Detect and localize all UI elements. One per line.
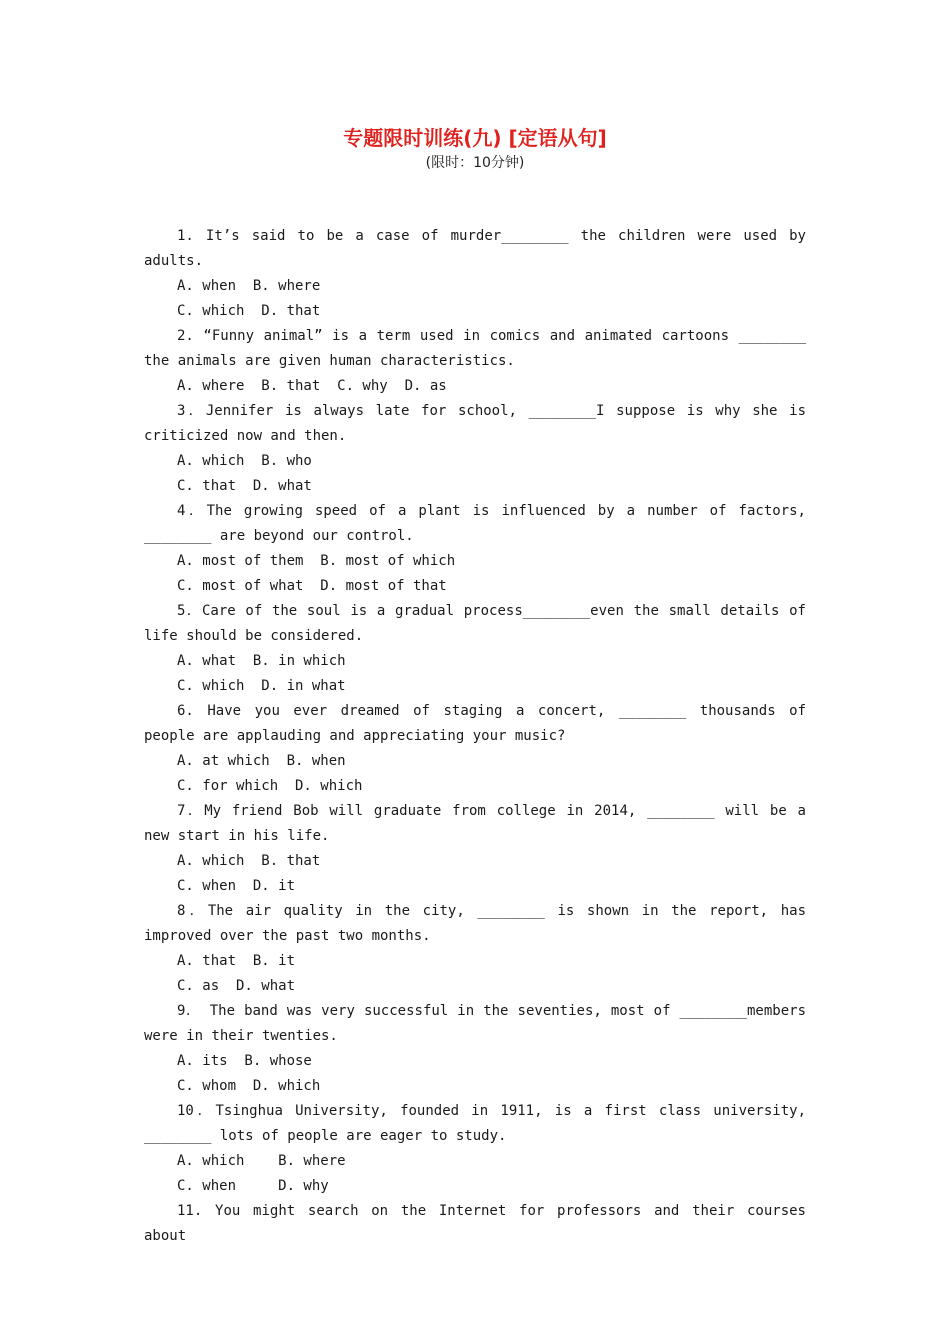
question-stem: 10．Tsinghua University, founded in 1911, is a first class university, ________ lots of people are eager to study. (144, 1103, 806, 1144)
question-stem: 3．Jennifer is always late for school, ________I suppose is why she is criticized now and then. (144, 403, 806, 444)
question-options: A. where B. that C. why D. as (177, 378, 447, 394)
question-options: C. whom D. which (177, 1078, 321, 1094)
question-options: C. for which D. which (177, 778, 363, 794)
question-options: A. what B. in which (177, 653, 346, 669)
question-stem: 8．The air quality in the city, ________ is shown in the report, has improved over the past two months. (144, 903, 806, 944)
question-options: A. at which B. when (177, 753, 346, 769)
question-stem: 1. It’s said to be a case of murder________ the children were used by adults. (144, 228, 806, 269)
question-stem: 7．My friend Bob will graduate from college in 2014, ________ will be a new start in his life. (144, 803, 806, 844)
question-options: C. when D. why (177, 1178, 329, 1194)
question-options: A. its B. whose (177, 1053, 312, 1069)
question-stem: 6. Have you ever dreamed of staging a concert, ________ thousands of people are applauding and appreciating your music? (144, 703, 806, 744)
question-options: C. when D. it (177, 878, 296, 894)
question-stem: 9． The band was very successful in the seventies, most of ________members were in their twenties. (144, 1003, 806, 1044)
page-title: 专题限时训练(九) [定语从句] (343, 126, 607, 150)
question-options: A. which B. who (177, 453, 312, 469)
question-stem: 5．Care of the soul is a gradual process________even the small details of life should be considered. (144, 603, 806, 644)
question-stem: 11. You might search on the Internet for professors and their courses about (144, 1203, 806, 1244)
question-options: A. which B. where (177, 1153, 346, 1169)
question-options: C. which D. that (177, 303, 321, 319)
question-options: A. when B. where (177, 278, 321, 294)
question-stem: 2. “Funny animal” is a term used in comics and animated cartoons ________ the animals are given human characteristics. (144, 328, 806, 369)
question-options: A. which B. that (177, 853, 321, 869)
question-options: C. which D. in what (177, 678, 346, 694)
question-list (144, 224, 806, 1249)
question-stem: 4．The growing speed of a plant is influenced by a number of factors, ________ are beyond our control. (144, 503, 806, 544)
question-options: A. that B. it (177, 953, 296, 969)
question-options: C. as D. what (177, 978, 296, 994)
question-options: A. most of them B. most of which (177, 553, 456, 569)
question-options: C. most of what D. most of that (177, 578, 447, 594)
time-limit-note: (限时：10分钟) (425, 155, 525, 171)
question-options: C. that D. what (177, 478, 312, 494)
